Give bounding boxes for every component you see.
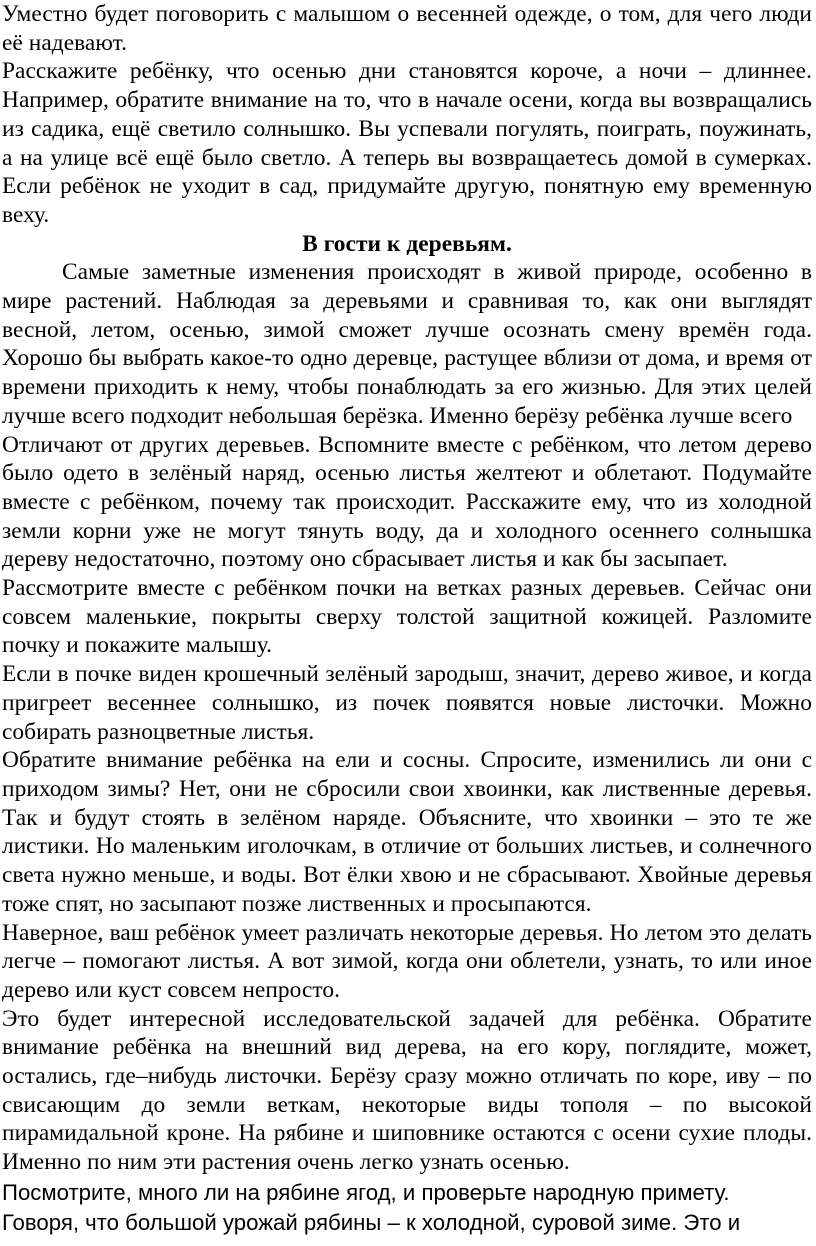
paragraph-conifers: Обратите внимание ребёнка на ели и сосны. Спросите, изменились ли они с приходом зимы? Нет, они не сбросили свои хвоинки, как лиственные деревья. Так и будут стоять в зелёном наряде. Объясните, что хвоинки – это те же листики. Но маленьким иголочкам, в отличие от больших листьев, и солнечного света нужно меньше, и воды. Вот ёлки хвою и не сбрасывают. Хвойные деревья тоже спят, но засыпают позже лиственных и просыпаются. <box>2 747 812 917</box>
paragraph-embryo: Если в почке виден крошечный зелёный зародыш, значит, дерево живое, и когда пригреет весеннее солнышко, из почек появятся новые листочки. Можно собирать разноцветные листья. <box>2 661 812 745</box>
paragraph-buds: Рассмотрите вместе с ребёнком почки на ветках разных деревьев. Сейчас они совсем маленькие, покрыты сверху толстой защитной кожицей. Разломите почку и покажите малышу. <box>2 575 812 659</box>
paragraph-recognize-trees: Наверное, ваш ребёнок умеет различать некоторые деревья. Но летом это делать легче – помогают листья. А вот зимой, когда они облетели, узнать, то или иное дерево или куст совсем непросто. <box>2 919 812 1003</box>
section-title: В гости к деревьям. <box>302 230 512 257</box>
paragraph-tree-differences: Отличают от других деревьев. Вспомните вместе с ребёнком, что летом дерево было одето в зелёный наряд, осенью листья желтеют и облетают. Подумайте вместе с ребёнком, почему так происходит. Расскажите ему, что из холодной земли корни уже не могут тянуть воду, да и холодного осеннего солнышка дереву недостаточно, поэтому оно сбрасывает листья и как бы засыпает. <box>2 431 812 573</box>
paragraph-autumn-days: Расскажите ребёнку, что осенью дни становятся короче, а ночи – длиннее. Например, обратите внимание на то, что в начале осени, когда вы возвращались из садика, ещё светило солнышко. Вы успевали погулять, поиграть, поужинать, а на улице всё ещё было светло. А теперь вы возвращаетесь домой в сумерках. Если ребёнок не уходит в сад, придумайте другую, понятную ему временную веху. <box>2 58 812 228</box>
closing-lines <box>2 1178 812 1238</box>
closing-line-rowan: Посмотрите, много ли на рябине ягод, и проверьте народную примету. <box>2 1179 730 1205</box>
paragraph-spring-clothes: Уместно будет поговорить с малышом о весенней одежде, о том, для чего люди её надевают. <box>2 1 812 56</box>
paragraph-tree-intro: Самые заметные изменения происходят в живой природе, особенно в мире растений. Наблюдая за деревьями и сравнивая то, как они выглядят весной, летом, осенью, зимой сможет лучше осознать смену времён года. Хорошо бы выбрать какое-то одно деревце, растущее вблизи от дома, и время от времени приходить к нему, чтобы понаблюдать за его жизнью. Для этих целей лучше всего подходит небольшая берёзка. Именно берёзу ребёнка лучше всего <box>2 259 812 429</box>
closing-line-proverb: Говоря, что большой урожай рябины – к холодной, суровой зиме. Это и <box>2 1209 741 1235</box>
paragraph-research-task: Это будет интересной исследовательской задачей для ребёнка. Обратите внимание ребёнка на внешний вид дерева, на его кору, поглядите, может, остались, где–нибудь листочки. Берёзу сразу можно отличать по коре, иву – по свисающим до земли веткам, некоторые виды тополя – по высокой пирамидальной кроне. На рябине и шиповнике остаются с осени сухие плоды. Именно по ним эти растения очень легко узнать осенью. <box>2 1005 812 1176</box>
document-body <box>2 0 812 1177</box>
